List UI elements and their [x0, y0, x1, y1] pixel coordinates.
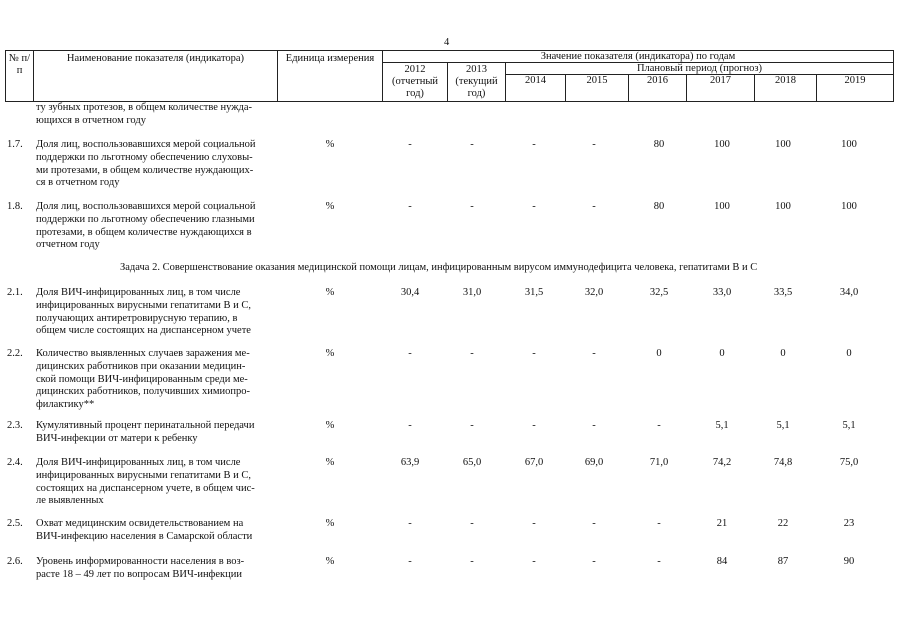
row-unit: % — [325, 139, 335, 150]
row-value: 21 — [716, 518, 728, 529]
row-value: 32,5 — [649, 287, 669, 298]
row-value: 71,0 — [649, 457, 669, 468]
header-name: Наименование показателя (индикатора) — [33, 50, 278, 102]
row-indicator-name: Кумулятивный процент перинатальной передачи ВИЧ-инфекции от матери к ребенку — [36, 420, 255, 444]
row-value: - — [470, 518, 474, 529]
header-year: 2015 — [565, 74, 629, 102]
row-indicator-name: Охват медицинским освидетельствованием на ВИЧ-инфекцию населения в Самарской области — [36, 518, 253, 542]
row-indicator-name: Доля ВИЧ-инфицированных лиц, в том числе инфицированных вирусными гепатитами В и С, состоящих на диспансерном учете, в общем чис- ле выявленных — [36, 457, 255, 507]
row-value: - — [532, 201, 536, 212]
row-value: 31,0 — [462, 287, 482, 298]
row-value: - — [657, 420, 661, 431]
header-unit: Единица измерения — [277, 50, 383, 102]
row-value: - — [532, 348, 536, 359]
row-unit: % — [325, 518, 335, 529]
row-indicator-name: Доля лиц, воспользовавшихся мерой социальной поддержки по льготному обеспечению слуховы- ми протезами, в общем количестве нуждающих- ся в отчетном году — [36, 139, 256, 189]
row-value: - — [657, 518, 661, 529]
row-value: 63,9 — [400, 457, 420, 468]
page-number: 4 — [444, 37, 450, 48]
row-number: 1.8. — [7, 201, 23, 212]
header-num: № п/п — [5, 50, 34, 102]
row-value: 0 — [846, 348, 852, 359]
row-unit: % — [325, 457, 335, 468]
row-value: - — [532, 139, 536, 150]
row-value: - — [532, 556, 536, 567]
row-value: - — [470, 139, 474, 150]
row-value: 69,0 — [584, 457, 604, 468]
row-indicator-name: Количество выявленных случаев заражения ме- дицинских работников при оказании медицин- ской помощи ВИЧ-инфицированным среди ме- дицинских работников, получивших химиопро- филактику** — [36, 348, 250, 411]
row-value: 0 — [780, 348, 786, 359]
row-value: - — [408, 556, 412, 567]
row-value: 32,0 — [584, 287, 604, 298]
row-value: - — [592, 420, 596, 431]
row-value: - — [470, 201, 474, 212]
row-value: - — [657, 556, 661, 567]
row-value: 34,0 — [839, 287, 859, 298]
row-number: 2.2. — [7, 348, 23, 359]
header-2012: 2012 (отчетный год) — [382, 62, 448, 102]
row-unit: % — [325, 201, 335, 212]
header-year: 2017 — [686, 74, 755, 102]
row-value: 31,5 — [524, 287, 544, 298]
row-unit: % — [325, 348, 335, 359]
row-indicator-name: Доля лиц, воспользовавшихся мерой социальной поддержки по льготному обеспечению глазными протезами, в общем количестве нуждающихся в отчетном году — [36, 201, 256, 251]
row-value: - — [532, 518, 536, 529]
row-value: - — [408, 139, 412, 150]
row-value: 80 — [653, 139, 665, 150]
row-value: 100 — [714, 201, 730, 212]
row-value: 30,4 — [400, 287, 420, 298]
row-value: 75,0 — [839, 457, 859, 468]
row-value: - — [532, 420, 536, 431]
row-number: 2.1. — [7, 287, 23, 298]
row-value: 84 — [716, 556, 728, 567]
row-value: 100 — [775, 139, 791, 150]
row-value: - — [592, 518, 596, 529]
row-value: - — [408, 348, 412, 359]
row-value: 0 — [719, 348, 725, 359]
row-value: 22 — [777, 518, 789, 529]
row-value: - — [592, 348, 596, 359]
row-value: 100 — [775, 201, 791, 212]
row-value: - — [408, 420, 412, 431]
row-number: 2.3. — [7, 420, 23, 431]
row-value: 74,2 — [712, 457, 732, 468]
row-value: 5,1 — [776, 420, 790, 431]
row-value: 0 — [656, 348, 662, 359]
row-value: 80 — [653, 201, 665, 212]
header-year: 2019 — [816, 74, 894, 102]
row-unit: % — [325, 420, 335, 431]
row-value: - — [408, 201, 412, 212]
row-indicator-name: Доля ВИЧ-инфицированных лиц, в том числе инфицированных вирусными гепатитами В и С, получающих антиретровирусную терапию, в общем числе состоящих на диспансерном учете — [36, 287, 252, 337]
continuation-text: ту зубных протезов, в общем количестве нужда- ющихся в отчетном году — [36, 102, 253, 126]
row-value: 65,0 — [462, 457, 482, 468]
row-unit: % — [325, 556, 335, 567]
row-value: - — [592, 556, 596, 567]
row-number: 1.7. — [7, 139, 23, 150]
row-number: 2.5. — [7, 518, 23, 529]
row-value: 87 — [777, 556, 789, 567]
row-number: 2.6. — [7, 556, 23, 567]
header-year: 2014 — [505, 74, 566, 102]
row-value: - — [592, 139, 596, 150]
row-value: 5,1 — [842, 420, 856, 431]
row-value: 74,8 — [773, 457, 793, 468]
row-value: 100 — [714, 139, 730, 150]
row-value: 67,0 — [524, 457, 544, 468]
row-value: 33,0 — [712, 287, 732, 298]
row-indicator-name: Уровень информированности населения в воз- расте 18 – 49 лет по вопросам ВИЧ-инфекции — [36, 556, 245, 580]
header-year: 2016 — [628, 74, 687, 102]
row-value: 90 — [843, 556, 855, 567]
row-value: - — [408, 518, 412, 529]
row-value: 100 — [841, 139, 857, 150]
header-planned: Плановый период (прогноз) — [505, 62, 894, 75]
task-2-heading: Задача 2. Совершенствование оказания медицинской помощи лицам, инфицированным вирусом иммунодефицита человека, гепатитами В и С — [120, 262, 758, 273]
header-values-title: Значение показателя (индикатора) по годам — [382, 50, 894, 63]
row-value: - — [470, 420, 474, 431]
row-unit: % — [325, 287, 335, 298]
row-value: - — [592, 201, 596, 212]
row-value: 5,1 — [715, 420, 729, 431]
row-number: 2.4. — [7, 457, 23, 468]
header-year: 2018 — [754, 74, 817, 102]
header-2013: 2013 (текущий год) — [447, 62, 506, 102]
row-value: 23 — [843, 518, 855, 529]
row-value: - — [470, 556, 474, 567]
row-value: 100 — [841, 201, 857, 212]
row-value: - — [470, 348, 474, 359]
row-value: 33,5 — [773, 287, 793, 298]
